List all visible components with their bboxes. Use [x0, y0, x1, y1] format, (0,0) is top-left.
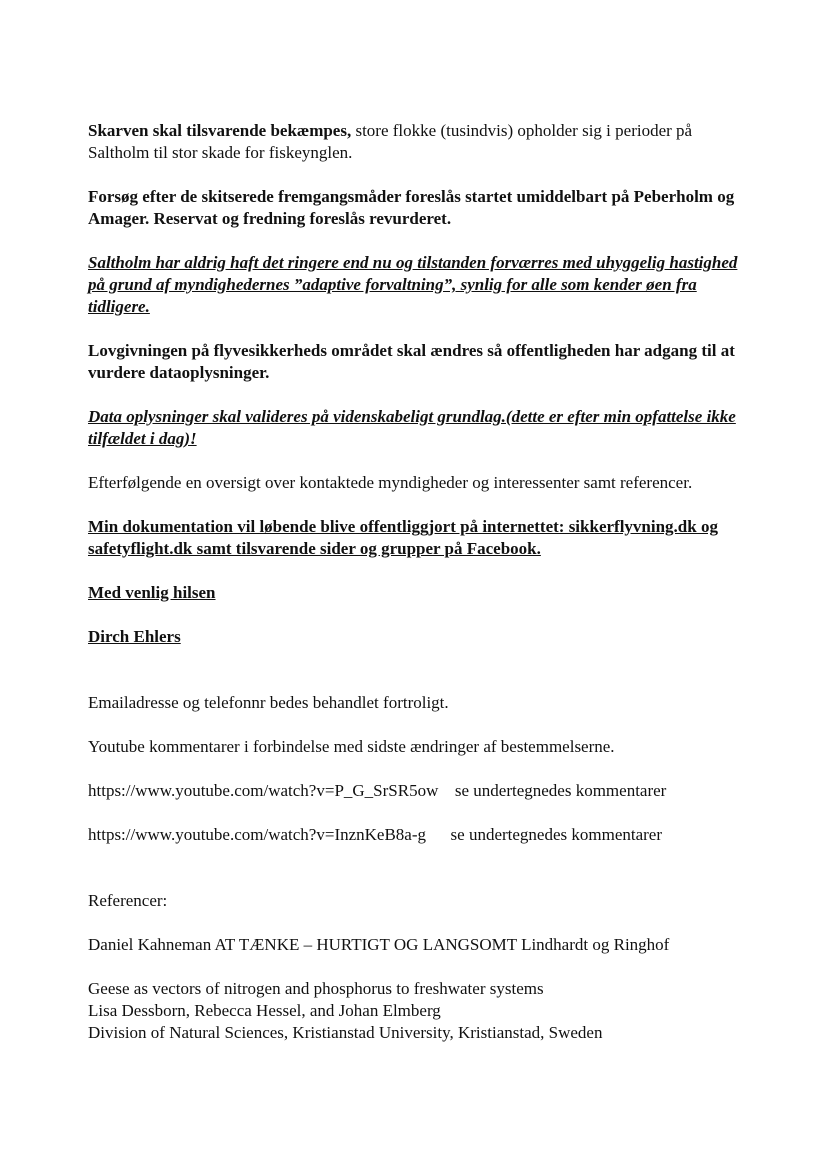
youtube-link-comment: se undertegnedes kommentarer — [450, 825, 663, 844]
document-body — [88, 120, 748, 1044]
youtube-link-row — [88, 780, 748, 802]
reference-geese-title: Geese as vectors of nitrogen and phosphorus to freshwater systems — [88, 979, 544, 998]
paragraph-documentation: Min dokumentation vil løbende blive offentliggjort på internettet: sikkerflyvning.dk og safetyflight.dk samt tilsvarende sider og grupper på Facebook. — [88, 517, 718, 558]
paragraph-saltholm: Saltholm har aldrig haft det ringere end nu og tilstanden forværres med uhyggelig hastighed på grund af myndighedernes ”adaptive forvaltning”, synlig for alle som kender øen fra tidligere. — [88, 253, 738, 316]
confidentiality-note: Emailadresse og telefonnr bedes behandlet fortroligt. — [88, 693, 449, 712]
paragraph-trial-proposal: Forsøg efter de skitserede fremgangsmåder foreslås startet umiddelbart på Peberholm og Amager. Reservat og fredning foreslås revurderet. — [88, 187, 735, 228]
reference-geese-affiliation: Division of Natural Sciences, Kristianstad University, Kristianstad, Sweden — [88, 1023, 603, 1042]
cormorant-text: store flokke (tusindvis) opholder sig i perioder på Saltholm til stor skade for fiskeynglen. — [88, 121, 693, 162]
youtube-intro: Youtube kommentarer i forbindelse med sidste ændringer af bestemmelserne. — [88, 737, 615, 756]
references-heading: Referencer: — [88, 891, 168, 910]
closing-greeting: Med venlig hilsen — [88, 583, 216, 602]
youtube-link[interactable]: https://www.youtube.com/watch?v=InznKeB8a-g — [88, 825, 427, 844]
signature-name: Dirch Ehlers — [88, 627, 181, 646]
reference-geese-authors: Lisa Dessborn, Rebecca Hessel, and Johan Elmberg — [88, 1001, 441, 1020]
youtube-link-row — [88, 824, 748, 846]
paragraph-cormorant — [88, 120, 748, 164]
paragraph-legislation: Lovgivningen på flyvesikkerheds området skal ændres så offentligheden har adgang til at vurdere dataoplysninger. — [88, 341, 735, 382]
youtube-link[interactable]: https://www.youtube.com/watch?v=P_G_SrSR5ow — [88, 781, 439, 800]
paragraph-data-validation: Data oplysninger skal valideres på videnskabeligt grundlag.(dette er efter min opfattelse ikke tilfældet i dag)! — [88, 407, 736, 448]
youtube-link-comment: se undertegnedes kommentarer — [454, 781, 667, 800]
cormorant-lead: Skarven skal tilsvarende bekæmpes, — [88, 121, 352, 140]
paragraph-overview: Efterfølgende en oversigt over kontaktede myndigheder og interessenter samt referencer. — [88, 473, 693, 492]
reference-kahneman: Daniel Kahneman AT TÆNKE – HURTIGT OG LANGSOMT Lindhardt og Ringhof — [88, 935, 670, 954]
